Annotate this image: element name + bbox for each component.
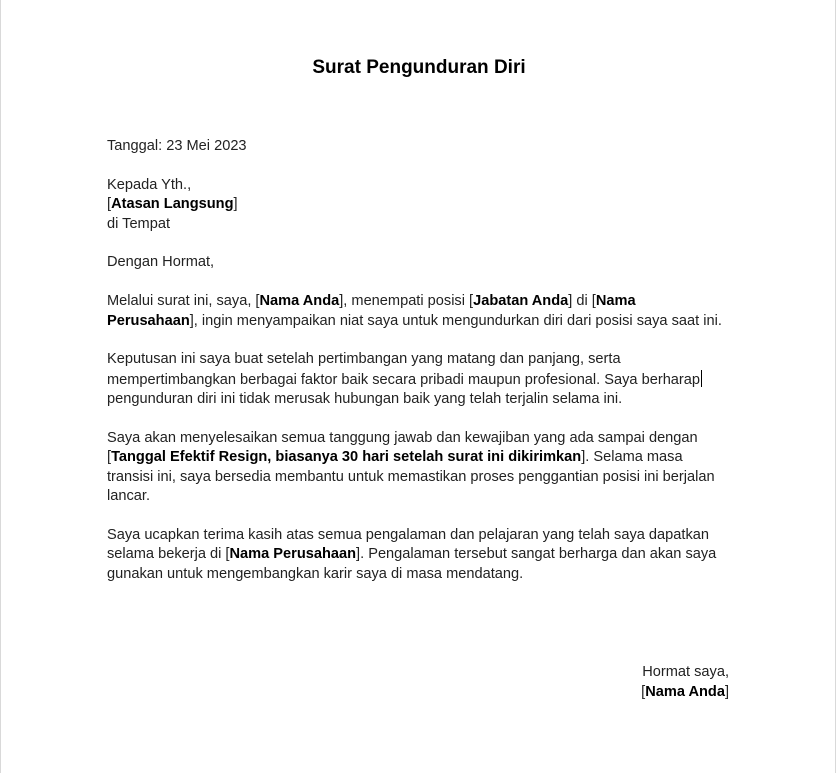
bracket-close: ] bbox=[724, 684, 729, 700]
bracket-open: [ bbox=[107, 196, 112, 213]
recipient-line-2 bbox=[107, 195, 747, 214]
recipient-line-3: di Tempat bbox=[107, 215, 171, 232]
company-placeholder: Nama Perusahaan bbox=[229, 546, 357, 563]
paragraph-4-line-3: gunakan untuk mengembangkan karir saya di masa mendatang. bbox=[107, 565, 524, 582]
signoff-block bbox=[641, 662, 729, 702]
spacer bbox=[107, 273, 747, 292]
paragraph-4-line-1: Saya ucapkan terima kasih atas semua pengalaman dan pelajaran yang telah saya dapatkan bbox=[107, 527, 709, 544]
text-run: Melalui surat ini, saya, [ bbox=[107, 293, 260, 310]
paragraph-3-line-1: Saya akan menyelesaikan semua tanggung jawab dan kewajiban yang ada sampai dengan bbox=[107, 430, 698, 447]
document-title: Surat Pengunduran Diri bbox=[312, 57, 526, 78]
paragraph-2-line-1: Keputusan ini saya buat setelah pertimbangan yang matang dan panjang, serta bbox=[107, 351, 621, 368]
text-run: ], menempati posisi [ bbox=[339, 293, 474, 310]
signature-placeholder: Nama Anda bbox=[645, 684, 725, 700]
text-run: selama bekerja di [ bbox=[107, 546, 230, 563]
spacer bbox=[107, 410, 747, 429]
text-run: ]. Selama masa bbox=[581, 449, 683, 466]
name-placeholder: Nama Anda bbox=[259, 293, 340, 310]
paragraph-3-line-3: transisi ini, saya bersedia membantu untuk memastikan proses penggantian posisi ini berjalan bbox=[107, 468, 715, 485]
bracket-close: ] bbox=[233, 196, 238, 213]
paragraph-4-line-2 bbox=[107, 545, 747, 564]
text-cursor bbox=[701, 370, 702, 387]
paragraph-1-line-2 bbox=[107, 312, 747, 331]
closing-line: Hormat saya, bbox=[642, 664, 729, 680]
spacer bbox=[107, 156, 747, 175]
text-run: [ bbox=[107, 449, 112, 466]
position-placeholder: Jabatan Anda bbox=[473, 293, 569, 310]
paragraph-2-line-3: pengunduran diri ini tidak merusak hubungan baik yang telah terjalin selama ini. bbox=[107, 391, 623, 408]
company-placeholder-part-2: Perusahaan bbox=[107, 312, 190, 329]
paragraph-1-line-1 bbox=[107, 292, 747, 311]
spacer bbox=[107, 507, 747, 526]
paragraph-2-line-2 bbox=[107, 370, 747, 390]
recipient-placeholder: Atasan Langsung bbox=[111, 196, 234, 213]
effective-date-placeholder: Tanggal Efektif Resign, biasanya 30 hari setelah surat ini dikirimkan bbox=[111, 449, 582, 466]
text-run: mempertimbangkan berbagai faktor baik secara pribadi maupun profesional. Saya berharap bbox=[107, 371, 701, 388]
greeting: Dengan Hormat, bbox=[107, 254, 215, 271]
text-run: ]. Pengalaman tersebut sangat berharga dan akan saya bbox=[356, 546, 717, 563]
spacer bbox=[107, 234, 747, 253]
spacer bbox=[107, 331, 747, 350]
paragraph-3-line-4: lancar. bbox=[107, 488, 150, 505]
text-run: ], ingin menyampaikan niat saya untuk mengundurkan diri dari posisi saya saat ini. bbox=[189, 312, 722, 329]
letter-body[interactable] bbox=[107, 137, 747, 584]
recipient-line-1: Kepada Yth., bbox=[107, 176, 192, 193]
paragraph-3-line-2 bbox=[107, 448, 747, 467]
text-run: ] di [ bbox=[568, 293, 596, 310]
signature-name bbox=[641, 682, 729, 702]
date-line: Tanggal: 23 Mei 2023 bbox=[107, 138, 247, 154]
bracket-open: [ bbox=[641, 684, 646, 700]
company-placeholder-part-1: Nama bbox=[595, 293, 636, 310]
